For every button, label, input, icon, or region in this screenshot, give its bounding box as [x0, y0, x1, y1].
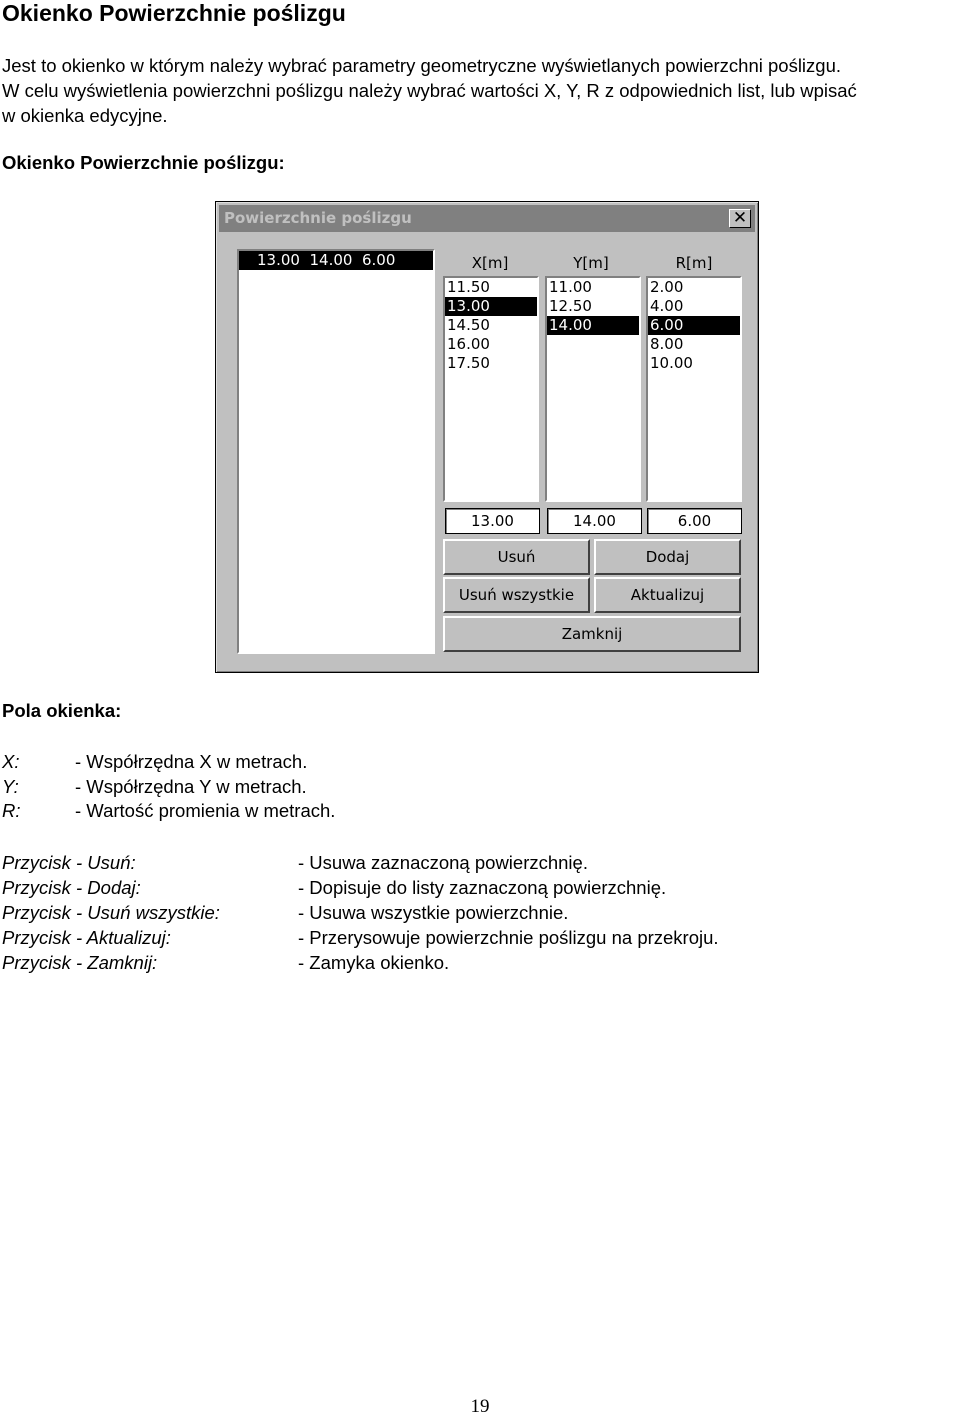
button-desc-text: - Usuwa zaznaczoną powierzchnię.: [298, 852, 588, 873]
surfaces-listbox[interactable]: [237, 249, 435, 654]
intro-line: W celu wyświetlenia powierzchni poślizgu należy wybrać wartości X, Y, R z odpowiednich list, lub wpisać: [2, 80, 857, 101]
dialog-title: Powierzchnie poślizgu: [224, 209, 412, 227]
button-desc-key: Przycisk - Dodaj:: [2, 877, 141, 898]
surface-r: 6.00: [362, 251, 396, 269]
field-desc: - Współrzędna X w metrach.: [75, 751, 308, 772]
intro-line: Jest to okienko w którym należy wybrać parametry geometryczne wyświetlanych powierzchni poślizgu.: [2, 55, 842, 76]
page-title: Okienko Powierzchnie poślizgu: [2, 0, 346, 26]
add-button[interactable]: Dodaj: [594, 539, 741, 575]
x-list-item[interactable]: 17.50: [447, 354, 490, 372]
x-list-item[interactable]: 14.50: [447, 316, 490, 334]
remove-button[interactable]: Usuń: [443, 539, 590, 575]
x-list-item-selected[interactable]: 13.00: [445, 297, 537, 316]
button-desc-key: Przycisk - Zamknij:: [2, 952, 158, 973]
field-key: R:: [2, 800, 21, 821]
surface-x: 13.00: [257, 251, 300, 269]
x-values-listbox[interactable]: [443, 276, 539, 502]
dialog-titlebar: [219, 205, 755, 232]
update-button[interactable]: Aktualizuj: [594, 577, 741, 613]
surface-y: 14.00: [309, 251, 353, 269]
x-edit-field[interactable]: 13.00: [445, 508, 540, 534]
r-list-item[interactable]: 2.00: [650, 278, 684, 296]
r-column-label: R[m]: [675, 254, 713, 272]
button-desc-text: - Zamyka okienko.: [298, 952, 450, 973]
r-list-item[interactable]: 10.00: [650, 354, 693, 372]
page-number: 19: [470, 1396, 490, 1417]
button-desc-key: Przycisk - Aktualizuj:: [2, 927, 171, 948]
x-column-label: X[m]: [471, 254, 509, 272]
intro-line: w okienka edycyjne.: [2, 105, 168, 126]
slip-surfaces-dialog: [215, 201, 759, 673]
x-list-item[interactable]: 16.00: [447, 335, 490, 353]
field-desc: - Współrzędna Y w metrach.: [75, 775, 307, 797]
surface-list-item[interactable]: [239, 251, 433, 270]
field-key: X:: [2, 751, 20, 772]
remove-all-button[interactable]: Usuń wszystkie: [443, 577, 590, 613]
y-edit-field[interactable]: 14.00: [547, 508, 642, 534]
y-column-label: Y[m]: [573, 254, 609, 272]
intro-paragraph: [2, 53, 958, 128]
y-values-listbox[interactable]: [545, 276, 641, 502]
button-desc-key: Przycisk - Usuń:: [2, 852, 136, 873]
button-desc-key: Przycisk - Usuń wszystkie:: [2, 902, 220, 923]
r-edit-field[interactable]: 6.00: [647, 508, 742, 534]
field-key: Y:: [2, 775, 19, 797]
button-desc-text: - Dopisuje do listy zaznaczoną powierzchnię.: [298, 877, 667, 898]
y-list-item-selected[interactable]: 14.00: [547, 316, 639, 335]
field-desc: - Wartość promienia w metrach.: [75, 800, 336, 821]
r-list-item[interactable]: 8.00: [650, 335, 684, 353]
y-list-item[interactable]: 12.50: [549, 297, 592, 315]
r-values-listbox[interactable]: [646, 276, 742, 502]
x-list-item[interactable]: 11.50: [447, 278, 490, 296]
button-desc-text: - Usuwa wszystkie powierzchnie.: [298, 902, 569, 923]
window-section-heading: Okienko Powierzchnie poślizgu:: [2, 152, 285, 173]
close-icon[interactable]: ✕: [729, 209, 751, 228]
r-list-item[interactable]: 4.00: [650, 297, 684, 315]
r-list-item-selected[interactable]: 6.00: [648, 316, 740, 335]
fields-heading: Pola okienka:: [2, 700, 122, 721]
y-list-item[interactable]: 11.00: [549, 278, 592, 296]
close-button[interactable]: Zamknij: [443, 616, 741, 652]
button-desc-text: - Przerysowuje powierzchnie poślizgu na przekroju.: [298, 927, 719, 948]
